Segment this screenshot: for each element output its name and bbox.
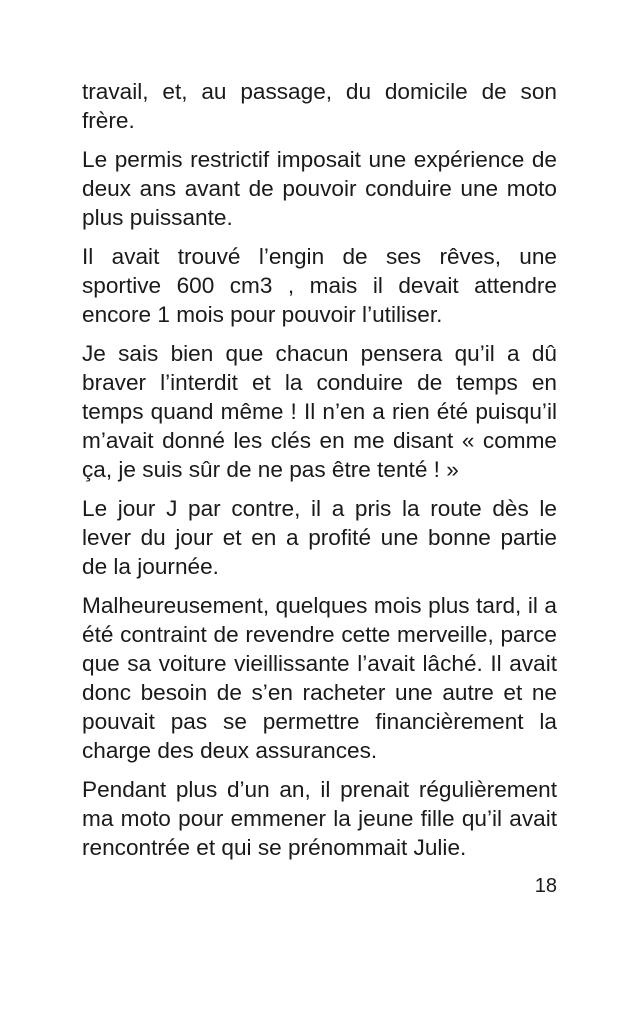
paragraph: travail, et, au passage, du domicile de son frère. [82, 79, 557, 133]
paragraph: Pendant plus d’un an, il prenait régulièrement ma moto pour emmener la jeune fille qu’il avait rencontrée et qui se prénommait Julie. [82, 777, 557, 860]
page-number: 18 [534, 875, 557, 897]
paragraph: Le permis restrictif imposait une expérience de deux ans avant de pouvoir conduire une moto plus puissante. [82, 147, 557, 230]
paragraph: Je sais bien que chacun pensera qu’il a dû braver l’interdit et la conduire de temps en temps quand même ! Il n’en a rien été puisqu’il m’avait donné les clés en me disant « comme ça, je suis sûr de ne pas être tenté ! » [82, 341, 557, 482]
paragraph: Malheureusement, quelques mois plus tard, il a été contraint de revendre cette merveille, parce que sa voiture vieillissante l’avait lâché. Il avait donc besoin de s’en racheter une autre et ne pouvait pas se permettre financièrement la charge des deux assurances. [82, 593, 557, 763]
paragraph: Le jour J par contre, il a pris la route dès le lever du jour et en a profité une bonne partie de la journée. [82, 496, 557, 579]
paragraph: Il avait trouvé l’engin de ses rêves, une sportive 600 cm3 , mais il devait attendre encore 1 mois pour pouvoir l’utiliser. [82, 244, 557, 327]
page-body [82, 77, 557, 872]
